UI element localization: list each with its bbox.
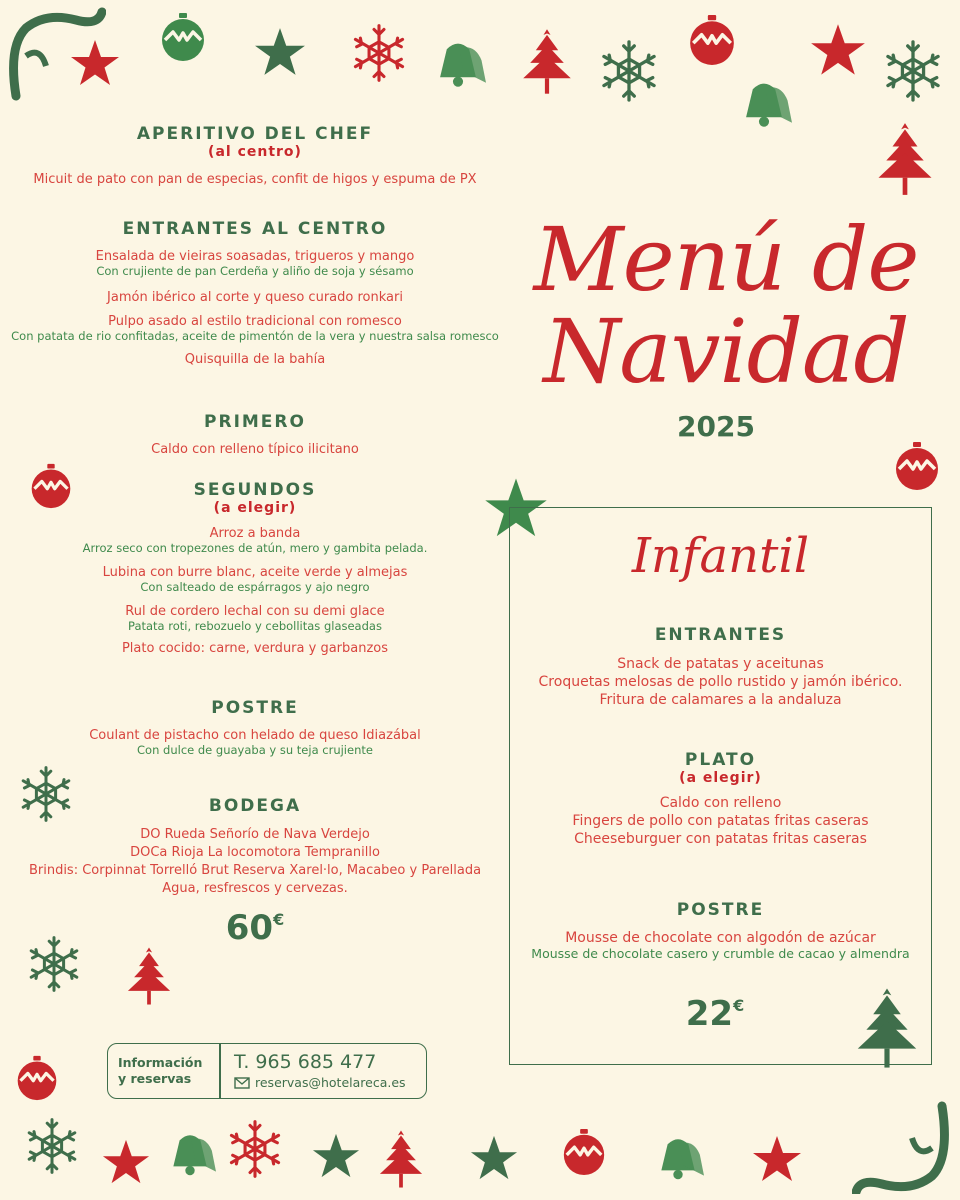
contact-box [107,1043,427,1099]
kids-section-postre [509,900,932,961]
ornament-icon [560,1126,608,1178]
menu-item: Snack de patatas y aceitunas [617,656,824,672]
menu-item: Fritura de calamares a la andaluza [599,692,842,708]
menu-item: Fingers de pollo con patatas fritas caseras [572,813,869,829]
snowflake-icon [596,38,662,104]
snowflake-icon [224,1118,286,1180]
mail-icon [234,1077,250,1089]
bell-icon [652,1134,704,1186]
price-currency: € [273,910,285,929]
menu-item: Pulpo asado al estilo tradicional con romesco [108,314,402,329]
kids-section-plato [509,750,932,848]
section-postre [0,698,510,757]
ornament-icon [686,14,738,66]
snowflake-icon [22,1116,82,1176]
menu-item: Lubina con burre blanc, aceite verde y almejas [102,565,408,580]
menu-item: Micuit de pato con pan de especias, confit de higos y espuma de PX [33,172,477,187]
wine-item: DO Rueda Señorío de Nava Verdejo [140,827,370,842]
section-segundos [0,480,510,656]
title-year: 2025 [677,410,755,443]
menu-item: Mousse de chocolate con algodón de azúcar [565,930,876,946]
section-heading: PLATO [684,750,757,770]
section-subheading: (a elegir) [679,770,762,786]
swirl-icon [852,1098,952,1194]
section-heading: PRIMERO [204,412,306,432]
wine-item: DOCa Rioja La locomotora Tempranillo [130,845,380,860]
ornament-icon [14,1054,60,1102]
price-amount: 60 [225,908,274,948]
wine-item: Agua, resfrescos y cervezas. [162,881,348,896]
title-line-2: Navidad [543,300,909,403]
section-heading: BODEGA [208,796,302,816]
snowflake-icon [24,934,84,994]
menu-item: Cheeseburguer con patatas fritas caseras [574,831,867,847]
kids-menu-title: Infantil [631,528,810,584]
section-heading: POSTRE [676,900,765,920]
title-line-1: Menú de [533,208,919,311]
menu-item-desc: Arroz seco con tropezones de atún, mero y gambita pelada. [82,541,428,555]
section-heading: SEGUNDOS [193,480,317,500]
section-bodega [0,796,510,898]
christmas-tree-icon [866,120,944,198]
star-icon [752,1134,802,1184]
menu-item: Jamón ibérico al corte y queso curado ronkari [107,290,403,305]
star-icon [470,1134,518,1182]
price-currency: € [733,996,745,1015]
menu-title [516,208,936,403]
section-subheading: (a elegir) [213,500,297,516]
star-icon [312,1132,360,1180]
menu-item-desc: Con salteado de espárragos y ajo negro [140,580,370,594]
menu-item: Arroz a banda [209,526,301,541]
wine-item: Brindis: Corpinnat Torrelló Brut Reserva Xarel·lo, Macabeo y Parellada [28,863,482,878]
menu-item: Coulant de pistacho con helado de queso Idiazábal [89,728,421,743]
star-icon [70,38,120,88]
section-heading: ENTRANTES [654,625,787,645]
star-icon [102,1138,150,1186]
menu-item-desc: Con crujiente de pan Cerdeña y aliño de soja y sésamo [96,264,414,278]
section-primero [0,412,510,457]
menu-item: Plato cocido: carne, verdura y garbanzos [121,641,389,656]
star-icon [810,22,866,78]
phone-number[interactable]: T. 965 685 477 [234,1051,377,1073]
contact-label-line: Información [118,1055,203,1070]
christmas-tree-icon [370,1124,432,1194]
kids-section-entrantes [509,625,932,709]
adult-price [210,908,300,948]
ornament-icon [158,12,208,62]
kids-price [670,994,760,1034]
contact-label-line: y reservas [118,1071,192,1086]
contact-label [118,1055,218,1087]
section-entrantes [0,219,510,367]
christmas-tree-icon [512,24,582,99]
section-heading: APERITIVO DEL CHEF [136,124,374,144]
section-heading: POSTRE [211,698,299,718]
bell-icon [736,78,792,134]
section-heading: ENTRANTES AL CENTRO [122,219,388,239]
menu-item: Caldo con relleno típico ilicitano [151,442,359,457]
menu-item: Ensalada de vieiras soasadas, trigueros y mango [95,249,415,264]
menu-item-desc: Con patata de rio confitadas, aceite de pimentón de la vera y nuestra salsa romesco [11,329,499,343]
menu-item: Caldo con relleno [659,795,782,811]
section-aperitivo [0,124,510,187]
snowflake-icon [348,22,410,84]
email-address[interactable]: reservas@hotelareca.es [255,1075,406,1090]
christmas-tree-icon [118,940,180,1012]
menu-item-desc: Patata roti, rebozuelo y cebollitas glaseadas [128,619,382,633]
menu-item: Rul de cordero lechal con su demi glace [125,604,385,619]
menu-item: Croquetas melosas de pollo rustido y jamón ibérico. [538,674,903,690]
divider [219,1043,221,1099]
bell-icon [164,1130,216,1182]
star-icon [254,26,306,78]
snowflake-icon [880,38,946,104]
menu-item-desc: Con dulce de guayaba y su teja crujiente [137,743,373,757]
section-subheading: (al centro) [208,144,302,160]
bell-icon [430,38,486,94]
menu-item: Quisquilla de la bahía [184,352,326,367]
price-amount: 22 [685,994,734,1034]
ornament-icon [892,440,942,492]
menu-item-desc: Mousse de chocolate casero y crumble de cacao y almendra [531,946,910,961]
